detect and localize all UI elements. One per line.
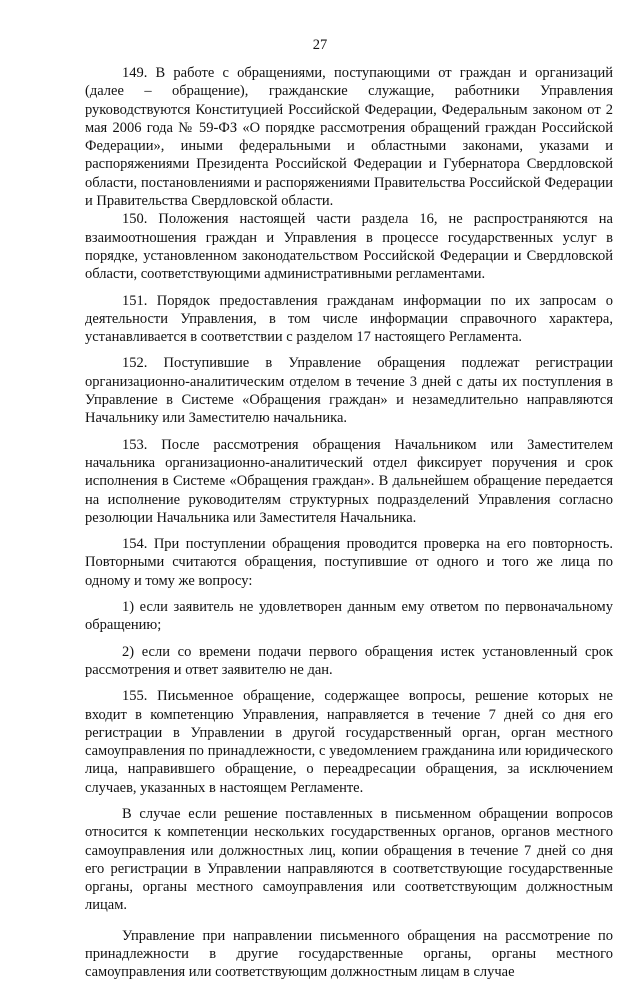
paragraph-149: 149. В работе с обращениями, поступающими от граждан и организаций (далее – обращение), гражданские служащие, работники Управления руководствуются Конституцией Российской Федерации, Федеральным законом от 2 мая 2006 года № 59-ФЗ «О порядке рассмотрения обращений граждан Российской Федерации», иными федеральными и областными законами, указами и распоряжениями Президента Российской Федерации и Губернатора Свердловской области, постановлениями и распоряжениями Правительства Российской Федерации и Правительства Свердловской области. xyxy=(85,65,613,210)
paragraph-150: 150. Положения настоящей части раздела 16, не распространяются на взаимоотношения граждан и Управления в процессе государственных услуг в порядке, установленном законодательством Российской Федерации и Свердловской области, соответствующими административными регламентами. xyxy=(85,211,613,283)
paragraph-151: 151. Порядок предоставления гражданам информации по их запросам о деятельности Управления, в том числе информации справочного характера, устанавливается в соответствии с разделом 17 настоящего Регламента. xyxy=(85,292,613,346)
document-body xyxy=(85,64,613,982)
paragraph-155-continuation-2: Управление при направлении письменного обращения на рассмотрение по принадлежности в другие государственные органы, органы местного самоуправления или соответствующим должностным лицам в случае xyxy=(85,927,613,981)
paragraph-153: 153. После рассмотрения обращения Начальником или Заместителем начальника организационно-аналитический отдел фиксирует поручения и срок исполнения в Системе «Обращения граждан». В дальнейшем обращение передается на исполнение руководителям структурных подразделений Управления согласно резолюции Начальника или Заместителя Начальника. xyxy=(85,436,613,526)
list-item-1: 1) если заявитель не удовлетворен данным ему ответом по первоначальному обращению; xyxy=(85,599,613,634)
paragraph-152: 152. Поступившие в Управление обращения подлежат регистрации организационно-аналитическим отделом в течение 3 дней с даты их поступления в Управление в Системе «Обращения граждан» и незамедлительно направляются Начальнику или Заместителю начальника. xyxy=(85,355,613,427)
list-item-2: 2) если со времени подачи первого обращения истек установленный срок рассмотрения и ответ заявителю не дан. xyxy=(85,643,613,678)
page-number: 27 xyxy=(312,37,328,53)
paragraph-155-continuation-1: В случае если решение поставленных в письменном обращении вопросов относится к компетенции нескольких государственных органов, органов местного самоуправления или должностных лиц, копии обращения в течение 7 дней со дня его регистрации в Управлении направляются в соответствующие государственные органы, органы местного самоуправления или соответствующим должностным лицам. xyxy=(85,805,613,914)
paragraph-155: 155. Письменное обращение, содержащее вопросы, решение которых не входит в компетенцию Управления, направляется в течение 7 дней со дня его регистрации в Управлении в другой государственный орган, орган местного самоуправления по принадлежности, с уведомлением гражданина или юридического лица, направившего обращение, о переадресации обращения, за исключением случаев, указанных в настоящем Регламенте. xyxy=(85,688,613,796)
paragraph-154: 154. При поступлении обращения проводится проверка на его повторность. Повторными считаются обращения, поступившие от одного и того же лица по одному и тому же вопросу: xyxy=(85,536,613,589)
